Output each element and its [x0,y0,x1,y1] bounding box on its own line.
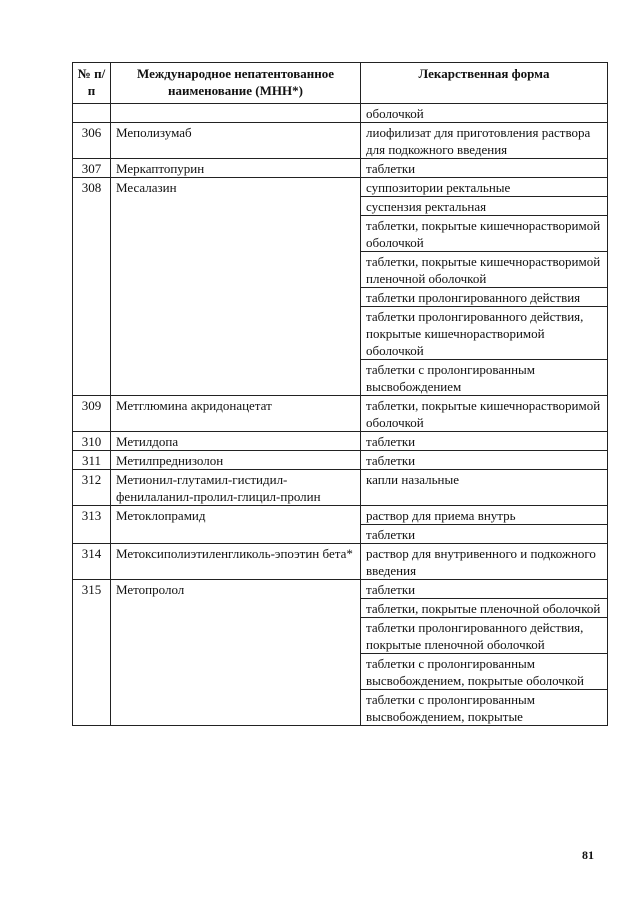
row-name: Метионил-глутамил-гистидил-фенилаланил-пролил-глицил-пролин [111,470,361,506]
header-num: № п/п [73,63,111,104]
row-name: Метилпреднизолон [111,451,361,470]
row-form: таблетки [361,451,608,470]
drug-list-table [72,62,608,726]
row-form: оболочкой [361,104,608,123]
row-form: таблетки с пролонгированным высвобождением [361,360,608,396]
row-name: Меполизумаб [111,123,361,159]
table-row [73,396,608,432]
row-form: суспензия ректальная [361,197,608,216]
table-row [73,432,608,451]
row-num: 307 [73,159,111,178]
table-row [73,178,608,197]
table-row [73,451,608,470]
table-header-row [73,63,608,104]
row-form: лиофилизат для приготовления раствора для подкожного введения [361,123,608,159]
row-num: 308 [73,178,111,396]
table-row [73,159,608,178]
row-form: таблетки с пролонгированным высвобождением, покрытые [361,690,608,726]
table-row [73,544,608,580]
row-num: 312 [73,470,111,506]
row-form: таблетки, покрытые кишечнорастворимой пленочной оболочкой [361,252,608,288]
row-name: Метглюмина акридонацетат [111,396,361,432]
table-row [73,506,608,525]
row-form: раствор для приема внутрь [361,506,608,525]
row-form: таблетки пролонгированного действия, покрытые кишечнорастворимой оболочкой [361,307,608,360]
row-form: таблетки пролонгированного действия, покрытые пленочной оболочкой [361,618,608,654]
row-form: таблетки [361,580,608,599]
header-form: Лекарственная форма [361,63,608,104]
row-form: таблетки с пролонгированным высвобождением, покрытые оболочкой [361,654,608,690]
row-name: Метоксиполиэтиленгликоль-эпоэтин бета* [111,544,361,580]
row-name: Метопролол [111,580,361,726]
row-form: таблетки [361,525,608,544]
row-num: 309 [73,396,111,432]
row-num: 306 [73,123,111,159]
row-form: таблетки [361,159,608,178]
row-form: капли назальные [361,470,608,506]
table-row [73,470,608,506]
row-num: 313 [73,506,111,544]
row-num: 314 [73,544,111,580]
row-name: Меркаптопурин [111,159,361,178]
row-form: таблетки, покрытые кишечнорастворимой оболочкой [361,216,608,252]
row-name: Месалазин [111,178,361,396]
row-num [73,104,111,123]
table-row [73,580,608,599]
row-num: 310 [73,432,111,451]
row-form: раствор для внутривенного и подкожного введения [361,544,608,580]
row-num: 315 [73,580,111,726]
row-form: таблетки, покрытые кишечнорастворимой оболочкой [361,396,608,432]
row-name: Метилдопа [111,432,361,451]
row-name [111,104,361,123]
row-form: таблетки, покрытые пленочной оболочкой [361,599,608,618]
table-row [73,123,608,159]
row-num: 311 [73,451,111,470]
row-form: таблетки пролонгированного действия [361,288,608,307]
page-number: 81 [582,848,594,862]
row-form: суппозитории ректальные [361,178,608,197]
row-form: таблетки [361,432,608,451]
table-row-continuation [73,104,608,123]
row-name: Метоклопрамид [111,506,361,544]
header-name: Международное непатентованное наименование (МНН*) [111,63,361,104]
